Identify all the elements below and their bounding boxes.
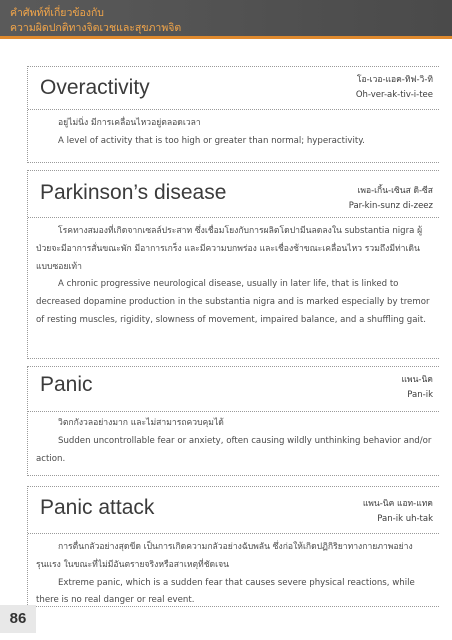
definition-english: Extreme panic, which is a sudden fear that causes severe physical reactions, while there is no real danger or real event. xyxy=(36,577,415,606)
entry-pronunciation-thai: แพน-นิค xyxy=(401,375,433,385)
entry-pronunciation-en: Pan-ik uh-tak xyxy=(377,514,433,524)
entry-divider xyxy=(28,411,439,412)
entry-definition xyxy=(36,539,436,610)
definition-thai: การตื่นกลัวอย่างสุดขีด เป็นการเกิดความกลัวอย่างฉับพลัน ซึ่งก่อให้เกิดปฏิกิริยาทางกายภาพอย่างรุนแรง ในขณะที่ไม่มีอันตรายจริงหรือสาเหตุที่ชัดเจน xyxy=(36,542,413,570)
entry-pronunciation-thai: แพน-นิค แอท-แทค xyxy=(362,499,433,509)
definition-english: Sudden uncontrollable fear or anxiety, often causing wildly unthinking behavior and/or action. xyxy=(36,435,432,464)
entry-term: Overactivity xyxy=(40,76,150,99)
entry-definition xyxy=(36,115,436,151)
glossary-entry xyxy=(27,170,439,359)
entry-bottom-rule xyxy=(28,475,439,476)
entry-definition xyxy=(36,415,436,468)
definition-thai: วิตกกังวลอย่างมาก และไม่สามารถควบคุมได้ xyxy=(58,418,224,428)
page-header xyxy=(0,0,452,38)
definition-english: A level of activity that is too high or greater than normal; hyperactivity. xyxy=(58,135,365,146)
entry-pronunciation-en: Pan-ik xyxy=(407,390,433,400)
entry-definition xyxy=(36,223,436,330)
glossary-entry xyxy=(27,366,439,476)
entry-bottom-rule xyxy=(28,358,439,359)
definition-thai: อยู่ไม่นิ่ง มีการเคลื่อนไหวอยู่ตลอดเวลา xyxy=(58,118,201,128)
entry-bottom-rule xyxy=(28,162,439,163)
entry-term: Panic attack xyxy=(40,496,155,519)
entry-divider xyxy=(28,109,439,110)
entry-term: Parkinson’s disease xyxy=(40,181,227,204)
header-title-line2: ความผิดปกติทางจิตเวชและสุขภาพจิต xyxy=(10,22,182,34)
definition-thai: โรคทางสมองที่เกิดจากเซลล์ประสาท ซึ่งเชื่อมโยงกับการผลิตโดปามีนลดลงใน substantia nigra ผู้ป่วยจะมีอาการสั่นขณะพัก มีอาการเกร็ง และมีความบกพร่อง และเชื่องช้าขณะเคลื่อนไหว รวมถึงมีท่าเดินแบบซอยเท้า xyxy=(36,226,423,272)
glossary-entry xyxy=(27,486,439,607)
definition-english: A chronic progressive neurological disease, usually in later life, that is linked to decreased dopamine production in the substantia nigra and is marked especially by tremor of resting muscles, rigidity, slowness of movement, impaired balance, and a shuffling gait. xyxy=(36,279,430,325)
glossary-entry xyxy=(27,66,439,163)
header-title-line1: คำศัพท์ที่เกี่ยวข้องกับ xyxy=(10,7,104,19)
page-number: 86 xyxy=(0,605,36,633)
entry-pronunciation-en: Par-kin-sunz di-zeez xyxy=(348,201,433,211)
entry-pronunciation-thai: เพอ-เกิ้น-เซินส ดิ-ซีส xyxy=(357,186,433,196)
entry-bottom-rule xyxy=(28,606,439,607)
header-accent-line xyxy=(0,36,452,39)
entry-term: Panic xyxy=(40,373,93,396)
entry-pronunciation-en: Oh-ver-ak-tiv-i-tee xyxy=(355,90,433,100)
entry-divider xyxy=(28,217,439,218)
entry-pronunciation-thai: โอ-เวอ-แอค-ทิฟ-วิ-ทิ xyxy=(356,75,433,85)
entry-divider xyxy=(28,533,439,534)
